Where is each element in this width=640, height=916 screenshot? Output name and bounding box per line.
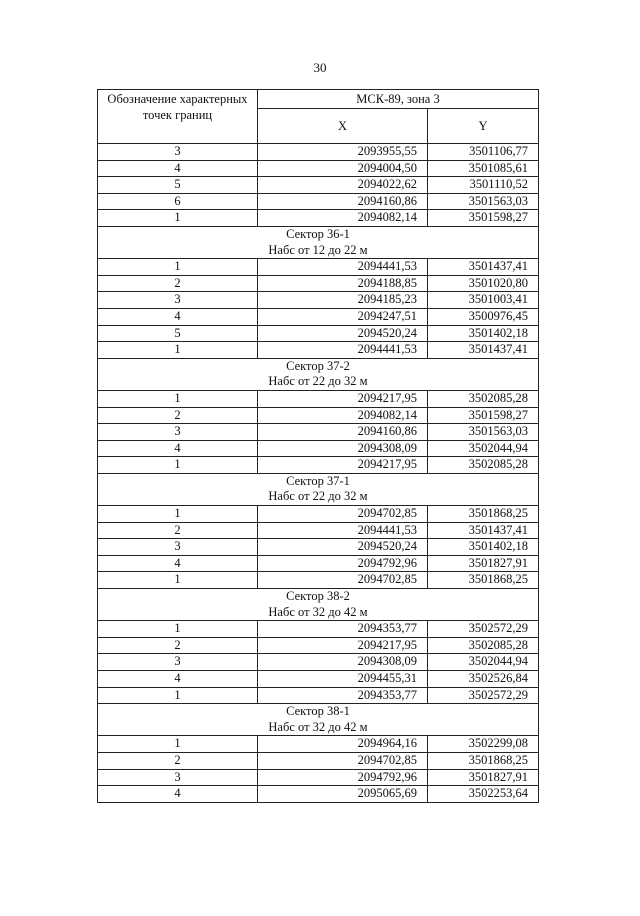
table-row <box>98 308 539 325</box>
point-id-cell: 4 <box>98 308 258 325</box>
y-coordinate-cell: 3502044,94 <box>428 440 539 457</box>
x-coordinate-cell: 2094441,53 <box>258 522 428 539</box>
point-id-cell: 6 <box>98 193 258 210</box>
point-id-cell: 2 <box>98 275 258 292</box>
x-coordinate-cell: 2094441,53 <box>258 342 428 359</box>
table-header <box>98 90 539 144</box>
point-id-cell: 1 <box>98 506 258 523</box>
y-coordinate-cell: 3501868,25 <box>428 752 539 769</box>
y-coordinate-cell: 3501868,25 <box>428 572 539 589</box>
x-coordinate-cell: 2094520,24 <box>258 539 428 556</box>
y-coordinate-cell: 3501437,41 <box>428 342 539 359</box>
y-coordinate-cell: 3501868,25 <box>428 506 539 523</box>
table-row <box>98 506 539 523</box>
x-coordinate-cell: 2094353,77 <box>258 621 428 638</box>
x-coordinate-cell: 2094247,51 <box>258 308 428 325</box>
point-id-cell: 1 <box>98 736 258 753</box>
header-x: X <box>258 109 428 144</box>
table-row <box>98 654 539 671</box>
y-coordinate-cell: 3501827,91 <box>428 555 539 572</box>
sector-height-range: Набс от 32 до 42 м <box>268 719 368 734</box>
sector-row <box>98 358 539 390</box>
sector-name: Сектор 36-1 <box>286 226 350 241</box>
sector-row <box>98 704 539 736</box>
point-id-cell: 5 <box>98 177 258 194</box>
sector-row <box>98 589 539 621</box>
point-id-cell: 3 <box>98 424 258 441</box>
x-coordinate-cell: 2094217,95 <box>258 457 428 474</box>
table-row <box>98 671 539 688</box>
sector-name: Сектор 38-1 <box>286 704 350 719</box>
table-row <box>98 292 539 309</box>
x-coordinate-cell: 2094185,23 <box>258 292 428 309</box>
y-coordinate-cell: 3501106,77 <box>428 144 539 161</box>
point-id-cell: 5 <box>98 325 258 342</box>
y-coordinate-cell: 3501110,52 <box>428 177 539 194</box>
sector-name: Сектор 37-1 <box>286 473 350 488</box>
point-id-cell: 2 <box>98 522 258 539</box>
table-row <box>98 144 539 161</box>
point-id-cell: 3 <box>98 654 258 671</box>
y-coordinate-cell: 3501598,27 <box>428 407 539 424</box>
table-row <box>98 259 539 276</box>
point-id-cell: 1 <box>98 457 258 474</box>
table-row <box>98 325 539 342</box>
table-row <box>98 440 539 457</box>
y-coordinate-cell: 3501437,41 <box>428 522 539 539</box>
table-row <box>98 555 539 572</box>
y-coordinate-cell: 3502572,29 <box>428 687 539 704</box>
table-row <box>98 457 539 474</box>
x-coordinate-cell: 2094455,31 <box>258 671 428 688</box>
x-coordinate-cell: 2094792,96 <box>258 555 428 572</box>
y-coordinate-cell: 3500976,45 <box>428 308 539 325</box>
table-row <box>98 786 539 803</box>
table-row <box>98 621 539 638</box>
coordinates-table <box>97 89 539 803</box>
y-coordinate-cell: 3501020,80 <box>428 275 539 292</box>
point-id-cell: 1 <box>98 390 258 407</box>
table-row <box>98 572 539 589</box>
x-coordinate-cell: 2094964,16 <box>258 736 428 753</box>
x-coordinate-cell: 2094520,24 <box>258 325 428 342</box>
point-id-cell: 3 <box>98 539 258 556</box>
y-coordinate-cell: 3502044,94 <box>428 654 539 671</box>
table-row <box>98 193 539 210</box>
y-coordinate-cell: 3501563,03 <box>428 193 539 210</box>
x-coordinate-cell: 2094004,50 <box>258 160 428 177</box>
x-coordinate-cell: 2094160,86 <box>258 193 428 210</box>
x-coordinate-cell: 2094702,85 <box>258 752 428 769</box>
x-coordinate-cell: 2094188,85 <box>258 275 428 292</box>
y-coordinate-cell: 3501563,03 <box>428 424 539 441</box>
y-coordinate-cell: 3501003,41 <box>428 292 539 309</box>
y-coordinate-cell: 3502253,64 <box>428 786 539 803</box>
x-coordinate-cell: 2094308,09 <box>258 440 428 457</box>
sector-height-range: Набс от 22 до 32 м <box>268 374 368 389</box>
x-coordinate-cell: 2094022,62 <box>258 177 428 194</box>
header-coordinate-system: МСК-89, зона 3 <box>258 90 539 109</box>
sector-name: Сектор 37-2 <box>286 358 350 373</box>
sector-height-range: Набс от 12 до 22 м <box>268 242 368 257</box>
x-coordinate-cell: 2095065,69 <box>258 786 428 803</box>
table-row <box>98 687 539 704</box>
sector-height-range: Набс от 32 до 42 м <box>268 604 368 619</box>
table-row <box>98 210 539 227</box>
sector-heading <box>98 358 539 390</box>
x-coordinate-cell: 2094353,77 <box>258 687 428 704</box>
x-coordinate-cell: 2094792,96 <box>258 769 428 786</box>
sector-heading <box>98 473 539 505</box>
y-coordinate-cell: 3501402,18 <box>428 325 539 342</box>
sector-heading <box>98 589 539 621</box>
y-coordinate-cell: 3501085,61 <box>428 160 539 177</box>
y-coordinate-cell: 3501598,27 <box>428 210 539 227</box>
sector-heading <box>98 226 539 258</box>
point-id-cell: 2 <box>98 637 258 654</box>
x-coordinate-cell: 2094082,14 <box>258 407 428 424</box>
table-row <box>98 275 539 292</box>
x-coordinate-cell: 2094217,95 <box>258 390 428 407</box>
sector-heading <box>98 704 539 736</box>
point-id-cell: 1 <box>98 621 258 638</box>
point-id-cell: 3 <box>98 292 258 309</box>
x-coordinate-cell: 2094160,86 <box>258 424 428 441</box>
page-number: 30 <box>313 60 327 75</box>
y-coordinate-cell: 3501437,41 <box>428 259 539 276</box>
y-coordinate-cell: 3501402,18 <box>428 539 539 556</box>
sector-height-range: Набс от 22 до 32 м <box>268 489 368 504</box>
point-id-cell: 3 <box>98 769 258 786</box>
table-row <box>98 407 539 424</box>
x-coordinate-cell: 2094308,09 <box>258 654 428 671</box>
table-row <box>98 752 539 769</box>
point-id-cell: 4 <box>98 160 258 177</box>
table-row <box>98 539 539 556</box>
x-coordinate-cell: 2094441,53 <box>258 259 428 276</box>
x-coordinate-cell: 2094217,95 <box>258 637 428 654</box>
header-point-designation: Обозначение характерных точек границ <box>98 90 258 144</box>
x-coordinate-cell: 2094702,85 <box>258 572 428 589</box>
table-row <box>98 424 539 441</box>
table-row <box>98 769 539 786</box>
x-coordinate-cell: 2093955,55 <box>258 144 428 161</box>
point-id-cell: 4 <box>98 440 258 457</box>
x-coordinate-cell: 2094702,85 <box>258 506 428 523</box>
point-id-cell: 2 <box>98 752 258 769</box>
table-row <box>98 637 539 654</box>
y-coordinate-cell: 3502572,29 <box>428 621 539 638</box>
y-coordinate-cell: 3502526,84 <box>428 671 539 688</box>
table-row <box>98 390 539 407</box>
point-id-cell: 4 <box>98 555 258 572</box>
point-id-cell: 3 <box>98 144 258 161</box>
point-id-cell: 1 <box>98 259 258 276</box>
x-coordinate-cell: 2094082,14 <box>258 210 428 227</box>
table-row <box>98 177 539 194</box>
table-body <box>98 144 539 803</box>
table-row <box>98 522 539 539</box>
y-coordinate-cell: 3502085,28 <box>428 457 539 474</box>
point-id-cell: 4 <box>98 786 258 803</box>
table-row <box>98 736 539 753</box>
point-id-cell: 1 <box>98 210 258 227</box>
sector-name: Сектор 38-2 <box>286 589 350 604</box>
header-y: Y <box>428 109 539 144</box>
y-coordinate-cell: 3502085,28 <box>428 390 539 407</box>
y-coordinate-cell: 3502085,28 <box>428 637 539 654</box>
sector-row <box>98 473 539 505</box>
y-coordinate-cell: 3501827,91 <box>428 769 539 786</box>
point-id-cell: 4 <box>98 671 258 688</box>
point-id-cell: 1 <box>98 342 258 359</box>
table-row <box>98 342 539 359</box>
sector-row <box>98 226 539 258</box>
point-id-cell: 2 <box>98 407 258 424</box>
point-id-cell: 1 <box>98 687 258 704</box>
y-coordinate-cell: 3502299,08 <box>428 736 539 753</box>
table-row <box>98 160 539 177</box>
point-id-cell: 1 <box>98 572 258 589</box>
